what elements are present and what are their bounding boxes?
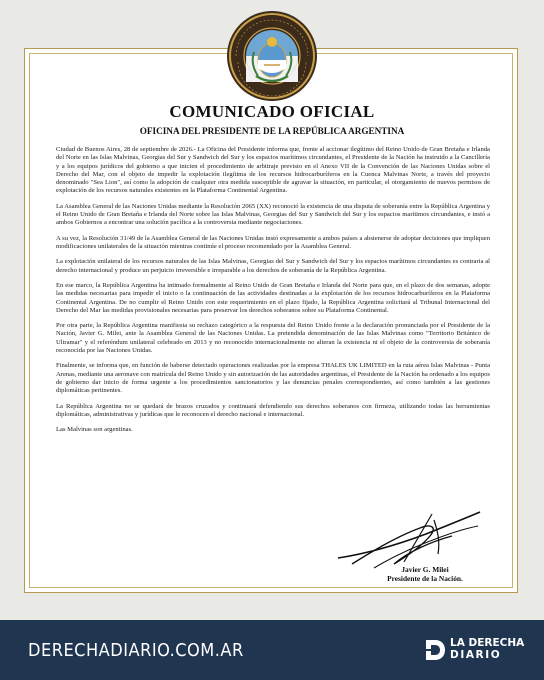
footer-url-link[interactable]: DERECHADIARIO.COM.AR — [28, 640, 244, 661]
paragraph: Finalmente, se informa que, en función de haberse detectado operaciones realizadas por la empresa THALES UK LIMITED en la ruta aérea Islas Malvinas - Punta Arenas, mediante una aeronave con matrícula del Reino Unido y sin autorización de las autoridades argentinas, el Presidente de la Nación ha ordenado a los equipos de gobierno dar inicio de forma urgente a los procedimientos sancionatorios y las denuncias penales correspondientes, así como también a las gestiones diplomáticas pertinentes. — [56, 362, 491, 395]
presidential-seal-icon — [226, 10, 318, 102]
document-subtitle: OFICINA DEL PRESIDENTE DE LA REPÚBLICA ARGENTINA — [139, 126, 405, 136]
paragraph: Ciudad de Buenos Aires, 28 de septiembre de 2026.- La Oficina del Presidente informa que, frente al accionar ilegítimo del Reino Unido de Gran Bretaña e Irlanda del Norte en las Islas Malvinas, Georgias del Sur y Sandwich del Sur y los espacios marítimos circundantes, el Presidente de la Nación ha instruido a la Cancillería y a los equipos jurídicos del gobierno a que inicien el procedimiento de arbitraje previsto en el Anexo VII de la Convención de las Naciones Unidas sobre el Derecho del Mar, con el objeto de impedir la explotación ilegítima de los recursos hidrocarburíferos en la Cuenca Malvinas Norte, a través del proyecto denominado "Sea Lion", así como la adopción de cualquier otra medida susceptible de agravar la situación, en particular, el otorgamiento de nuevos permisos de explotación de los recursos naturales existentes en la Plataforma Continental Argentina. — [56, 146, 490, 195]
paragraph: Las Malvinas son argentinas. — [56, 426, 133, 434]
signature-block — [360, 565, 490, 584]
paragraph: La República Argentina no se quedará de brazos cruzados y continuará defendiendo sus derechos soberanos con firmeza, utilizando todas las herramientas diplomáticas, administrativas y jurídicas que le reconocen el derecho nacional e internacional. — [56, 402, 490, 418]
document-title: COMUNICADO OFICIAL — [169, 102, 375, 121]
document-body — [56, 146, 490, 442]
signer-name: Javier G. Milei — [401, 565, 449, 574]
brand-logo-line2: DIARIO — [450, 649, 502, 661]
brand-logo-line1: LA DERECHA — [450, 637, 525, 649]
paragraph: La explotación unilateral de los recursos naturales de las Islas Malvinas, Georgias del Sur y Sandwich del Sur y los espacios marítimos circundantes es contraria al derecho internacional y produce un perjuicio irreversible e irreparable a los derechos de soberanía de la República Argentina. — [56, 258, 490, 274]
paragraph: La Asamblea General de las Naciones Unidas mediante la Resolución 2065 (XX) reconoció la existencia de una disputa de soberanía entre la República Argentina y el Reino Unido de Gran Bretaña e Irlanda del Norte sobre las Islas Malvinas, Georgias del Sur y Sandwich del Sur y los espacios marítimos circundantes, e instó a ambos Gobiernos a encontrar una solución pacífica a la controversia mediante negociaciones. — [56, 202, 490, 227]
paragraph: Por otra parte, la República Argentina manifiesta su rechazo categórico a la respuesta del Reino Unido frente a la declaración pronunciada por el Presidente de la Nación, Javier G. Milei, ante la Asamblea General de las Naciones Unidas. La pretendida denominación de las Islas Malvinas como "Territorio Británico de Ultramar" y el referéndum unilateral celebrado en 2013 y no reconocido internacionalmente no alteran la existencia ni el objeto de la controversia de soberanía reconocida por las Naciones Unidas. — [56, 322, 490, 354]
brand-logo[interactable] — [424, 637, 524, 665]
paragraph: En ese marco, la República Argentina ha intimado formalmente al Reino Unido de Gran Bretaña e Irlanda del Norte para que, en el plazo de dos semanas, adopte las medidas necesarias para impedir el inicio o la continuación de las actividades destinadas a la explotación de los recursos hidrocarburíferos en la Plataforma Continental Argentina. De no cumplir el Reino Unido con este requerimiento en el plazo fijado, la República Argentina solicitará al Tribunal Internacional del Derecho del Mar las medidas provisionales necesarias para preservar los derechos soberanos sobre su Plataforma Continental. — [56, 282, 490, 314]
signer-role: Presidente de la Nación. — [387, 574, 463, 584]
paragraph: A su vez, la Resolución 31/49 de la Asamblea General de las Naciones Unidas instó expresamente a ambos países a abstenerse de adoptar decisiones que impliquen modificaciones unilaterales de la situación mientras continúe el proceso recomendado por la Asamblea General. — [56, 234, 490, 250]
footer-bar — [0, 620, 544, 680]
brand-logo-icon — [424, 638, 446, 662]
